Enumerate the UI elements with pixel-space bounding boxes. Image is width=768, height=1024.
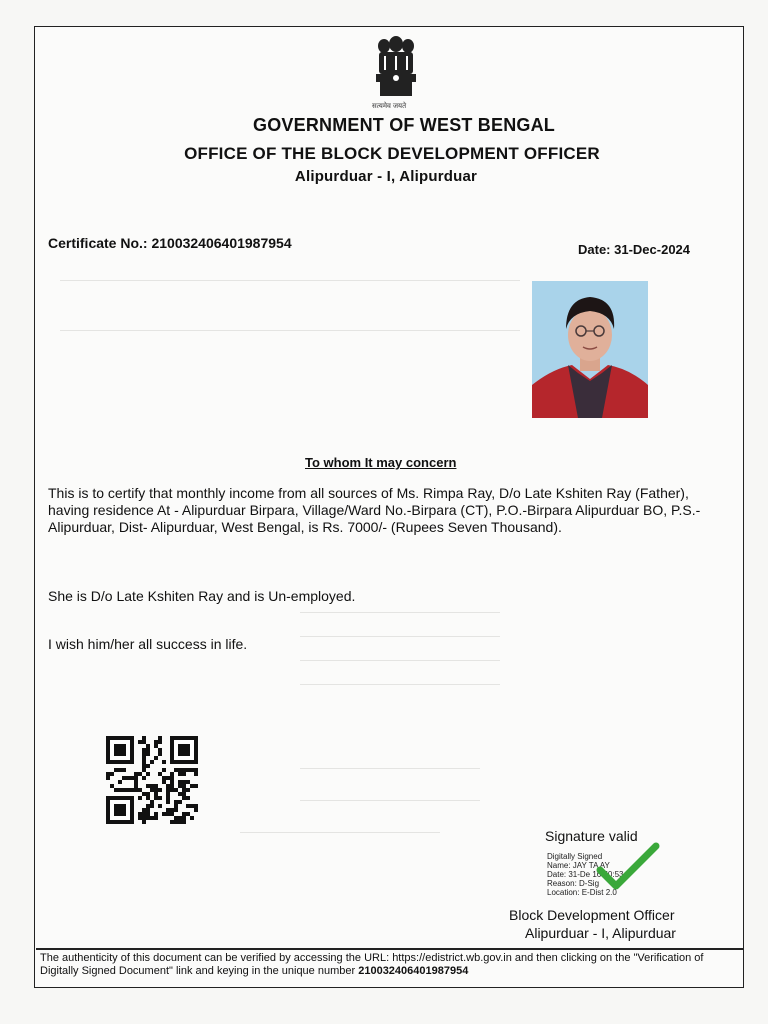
signatory-office: Alipurduar - I, Alipurduar	[525, 925, 676, 941]
certificate-date: Date: 31-Dec-2024	[578, 242, 691, 257]
signature-status: Signature valid	[545, 828, 638, 844]
signature-line: Digitally Signed	[547, 852, 603, 861]
wishes-text: I wish him/her all success in life.	[48, 636, 248, 652]
footer-divider	[36, 948, 744, 950]
signature-line: Reason: D-Sig	[547, 879, 600, 888]
state-emblem-icon	[368, 32, 424, 112]
applicant-photo	[532, 281, 648, 418]
office-location: Alipurduar - I, Alipurduar	[294, 168, 478, 185]
signature-line: Location: E-Dist 2.0	[547, 888, 617, 897]
qr-code[interactable]	[106, 736, 198, 824]
employment-status-text: She is D/o Late Kshiten Ray and is Un-employed.	[48, 588, 356, 604]
government-title: GOVERNMENT OF WEST BENGAL	[253, 115, 555, 135]
subject-heading: To whom It may concern	[305, 455, 457, 470]
office-title: OFFICE OF THE BLOCK DEVELOPMENT OFFICER	[184, 144, 600, 163]
unique-number: 210032406401987954	[358, 965, 469, 977]
signatory-designation: Block Development Officer	[509, 907, 675, 923]
certificate-body-text: This is to certify that monthly income from all sources of Ms. Rimpa Ray, D/o Late Kshiten Ray (Father), having residence At - Alipurduar Birpara, Village/Ward No.-Birpara (CT), P.O.-Birpara Alipurduar BO, P.S.-Alipurduar, Dist- Alipurduar, West Bengal, is Rs. 7000/- (Rupees Seven Thousand).	[48, 485, 701, 535]
emblem-motto: सत्यमेव जयते	[372, 103, 407, 110]
signature-line: Name: JAY TA AY	[547, 861, 610, 870]
verification-footer	[40, 952, 740, 978]
verification-text: The authenticity of this document can be verified by accessing the URL: https://edistrict.wb.gov.in and then clicking on the "Verification of Digitally Signed Document" link and keying in the unique number	[40, 952, 704, 977]
signature-line: Date: 31-De 16:50:53	[547, 870, 624, 879]
certificate-number: Certificate No.: 210032406401987954	[48, 235, 292, 251]
signature-valid-check-icon	[596, 840, 660, 892]
